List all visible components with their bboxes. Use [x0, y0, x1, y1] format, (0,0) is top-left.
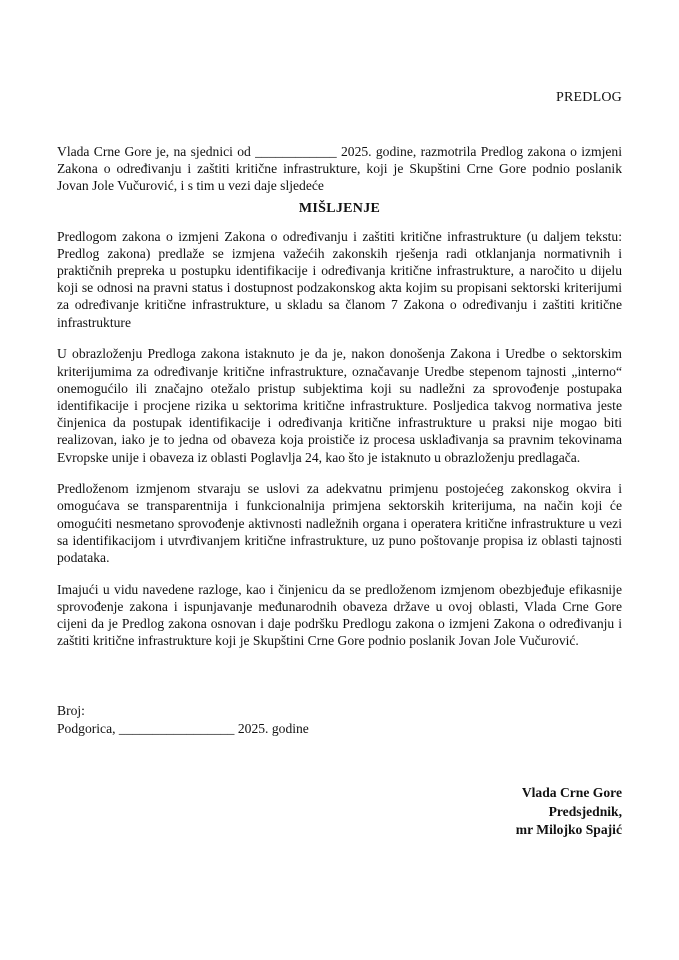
intro-paragraph: Vlada Crne Gore je, na sjednici od ____________ 2025. godine, razmotrila Predlog zakona o izmjeni Zakona o određivanju i zaštiti kritične infrastrukture, koji je Skupštini Crne Gore podnio poslanik Jovan Jole Vučurović, i s tim u vezi daje sljedeće — [57, 144, 622, 194]
signature-block — [516, 784, 622, 840]
body-paragraph-3: Predloženom izmjenom stvaraju se uslovi za adekvatnu primjenu postojećeg zakonskog okvira i omogućava se transparentnija i funkcionalnija primjena sektorskih kriterijuma, na način koji će omogućiti nesmetano sprovođenje aktivnosti nadležnih organa i operatera kritične infrastrukture u vezi sa identifikacijom i utvrđivanjem kritične infrastrukture, uz puno poštovanje propisa iz oblasti tajnosti podataka. — [57, 481, 622, 566]
place-date-line: Podgorica, _________________ 2025. godine — [57, 720, 309, 736]
document-body — [57, 143, 622, 664]
signature-role: Predsjednik, — [548, 803, 622, 819]
signature-name: mr Milojko Spajić — [515, 822, 622, 837]
reference-block — [57, 702, 309, 737]
body-paragraph-2: U obrazloženju Predloga zakona istaknuto je da je, nakon donošenja Zakona i Uredbe o sektorskim kriterijumima za određivanje kritične infrastrukture, označavanje Uredbe stepenom tajnosti „interno“ onemogućilo ili značajno otežalo pristup subjektima koji su nadležni za sprovođenje postupaka identifikacije i procjene rizika u sektorima kritične infrastrukture. Posljedica takvog normativa jeste činjenica da postupak identifikacije i određivanja kritične infrastrukture u praksi nije mogao biti realizovan, iako je to jedna od obaveza koja proističe iz procesa usklađivanja sa pravnim tekovinama Evropske unije i obaveza iz oblasti Poglavlja 24, kao što je istaknuto u obrazloženju predlagača. — [57, 346, 622, 465]
reference-number: Broj: — [57, 703, 85, 718]
document-label: PREDLOG — [556, 90, 622, 105]
signature-institution: Vlada Crne Gore — [521, 785, 622, 800]
document-heading: MIŠLJENJE — [298, 200, 381, 216]
body-paragraph-4: Imajući u vidu navedene razloge, kao i činjenicu da se predloženom izmjenom obezbjeđuje efikasnije sprovođenje zakona i ispunjavanje međunarodnih obaveza države u ovoj oblasti, Vlada Crne Gore cijeni da je Predlog zakona osnovan i daje podršku Predlogu zakona o izmjeni Zakona o određivanju i zaštiti kritične infrastrukture koji je Skupštini Crne Gore podnio poslanik Jovan Jole Vučurović. — [57, 581, 622, 649]
body-paragraph-1: Predlogom zakona o izmjeni Zakona o određivanju i zaštiti kritične infrastrukture (u daljem tekstu: Predlog zakona) predlaže se izmjena važećih zakonskih rješenja radi otklanjanja normativnih i praktičnih prepreka u postupku identifikacije i određivanja kritične infrastrukture, a naročito u dijelu koji se odnosi na pravni status i dostupnost podzakonskog akta kojim su propisani sektorski kriterijumi za određivanje kritične infrastrukture, u skladu sa članom 7 Zakona o određivanju i zaštiti kritične infrastrukture — [57, 228, 622, 330]
